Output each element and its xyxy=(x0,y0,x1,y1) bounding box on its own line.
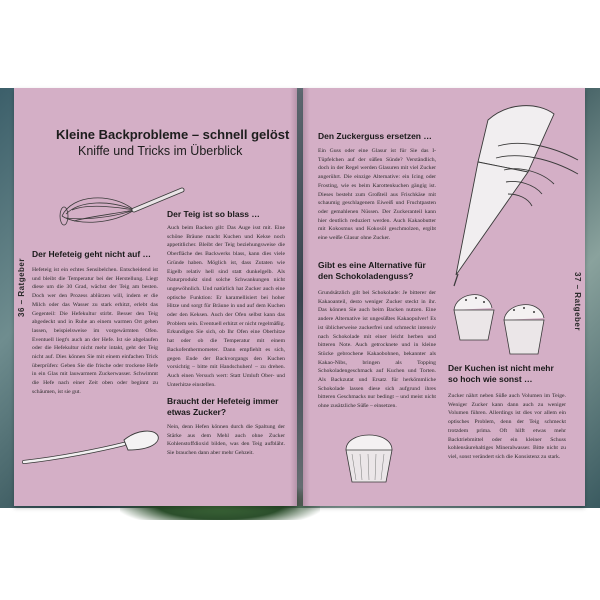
page-label-left: 36 – Ratgeber xyxy=(17,258,26,317)
text-zuckerguss: Ein Guss oder eine Glasur ist für Sie das I-Tüpfelchen auf der süßen Sünde? Verständlich, doch in der Regel werden Glasuren mit viel Zucker angerührt. Die einzige Alternative: ein Icing oder Frosting, wie es beim Karottenkuchen gängig ist. Dieses besteht zum Großteil aus Frischkäse mit schaumig geschlagenem Eiweiß und Fruchtpasten oder gemahlenen Nüssen. Der Zuckeranteil kann hier deutlich reduziert werden. Auch Kakaobutter mit Kokosmus und Kokosöl geschmolzen, ergibt eine weiße Glasur ohne Zucker. xyxy=(318,148,436,242)
cupcake-illustration xyxy=(340,424,400,488)
text-suess: Zucker nährt neben Süße auch Volumen im Teige. Weniger Zucker kann dann auch zu weniger Volumen führen. Allerdings ist dies vor allem ein optisches Problem, denn der Teig schmeckt trotzdem prima. Oft hilft etwas mehr Backtriebmittel oder ein kleiner Schuss kohlensäurehaltiges Mineralwasser. Bitte nicht zu viel, sonst verändert sich die Konsistenz zu stark. xyxy=(448,393,566,460)
heading-blass: Der Teig ist so blass … xyxy=(167,209,260,219)
page-title: Kleine Backprobleme – schnell gelöst xyxy=(56,127,290,142)
heading-zucker: Braucht der Hefeteig immer etwas Zucker? xyxy=(167,396,279,417)
cupcake-illustration xyxy=(448,270,552,360)
page-label-right: 37 – Ratgeber xyxy=(573,272,582,331)
heading-zuckerguss: Den Zuckerguss ersetzen … xyxy=(318,131,432,141)
text-blass: Auch beim Backen gilt: Das Auge isst mit. Eine schöne Bräune macht Kuchen und Kekse noch appetitlicher. Bleibt der Teig beziehungsweise die Oberfläche des Backwerks blass, kann dies viele Gründe haben. Möglich ist, dass Zutaten wie Eigelb relativ hell sind statt dunkelgelb. Als Naturprodukt sind solche Schwankungen nicht ungewöhnlich. Und natürlich hat Zucker auch eine optische Funktion: Er karamellisiert bei hoher Hitze und sorgt für Bräune in und auf dem Kuchen oder den Keksen. Auch der Ofen selbst kann das Problem sein. Eventuell erhitzt er nicht regelmäßig. Erkundigen Sie sich, ob Ihr Ofen eine Oberhitze hat oder ob die Temperatur mit einem Backofenthermometer. Dann empfiehlt es sich, gegen Ende der Backvorgangs den Kuchen vorsichtig – bitte mit Handschuhen! – zu drehen. Auch einen Versuch wert: Statt Umluft Ober- und Unterhitze einstellen. xyxy=(167,225,285,388)
spatula-illustration xyxy=(20,424,162,470)
book-spine xyxy=(290,88,310,506)
text-zucker: Nein, denn Hefen können durch die Spaltung der Stärke aus dem Mehl auch ohne Zucker Kohlenstoffdioxid bilden, was den Teig aufbläht. Sie brauchen dann aber mehr Gehzeit. xyxy=(167,424,285,457)
heading-schokolade: Gibt es eine Alternative für den Schokoladenguss? xyxy=(318,260,426,281)
heading-hefeteig: Der Hefeteig geht nicht auf … xyxy=(32,249,152,259)
page-subtitle: Kniffe und Tricks im Überblick xyxy=(78,144,243,158)
heading-suess: Der Kuchen ist nicht mehr so hoch wie sonst … xyxy=(448,363,554,384)
text-schokolade: Grundsätzlich gilt bei Schokolade: Je bitterer der Kakaoanteil, desto weniger Zucker steckt in ihr. Das können Sie auch beim Backen nutzen. Eine andere Alternative ist ungesüßtes Kakaopulver! Es ist üblicherweise zuckerfrei und schmeckt intensiv nach Schokolade mit einer leicht herben und bitteren Note. Auch getrocknete und in kleine Stücke gebrochene Kakaobohnen, bekannter als Kakao-Nibs, bringen als Topping Schokoladengeschmack auf Kuchen und Torten. Als Backzutat und Ersatz für herkömmliche Schokolade lassen diese sich aufgrund ihres bitteren Geschmacks nur bedingt – und meist nicht ohne zusätzliche Süße – einsetzen. xyxy=(318,290,436,410)
text-hefeteig: Hefeteig ist ein echtes Sensibelchen. Entscheidend ist und bleibt die Temperatur bei der Herstellung. Liegt diese um die 30 Grad, wächst der Teig am besten. Doch wer den Prozess ablürzen will, indem er die Milch oder das Wasser zu stark erhitzt, erlebt das Gegenteil: Die Hefekultur stirbt. Besser den Teig abgedeckt und in Ruhe an einem warmen Ort gehen lassen, beispielsweise im vorgewärmten Ofen. Eventuell liegt's auch an der Hefe. Ist sie abgelaufen oder die Hefekultur nicht mehr intakt, geht der Teig nicht auf. Dies können Sie mit einem einfachen Trick überprüfen: Geben Sie die frische oder trockene Hefe in ein Glas mit lauwarmem Zuckerwasser. Schwimmt die Hefe nach einer Zeit oben oder beginnt zu schäumen, ist sie gut. xyxy=(32,267,158,395)
